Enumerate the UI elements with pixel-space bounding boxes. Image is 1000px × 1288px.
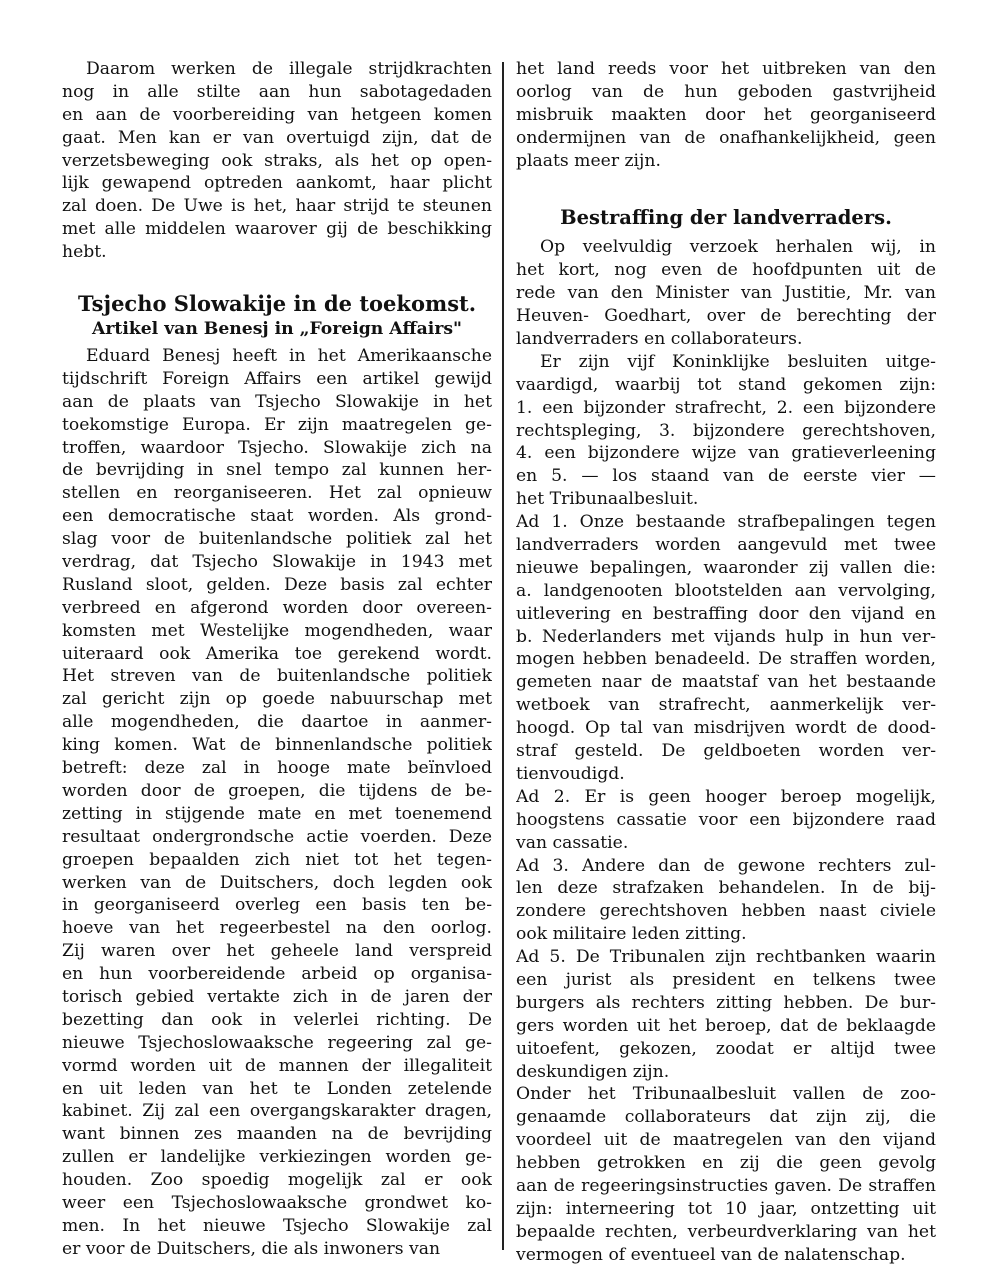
text-line: Ad 5. De Tribunalen zijn rechtbanken waarin [516,947,936,968]
text-line: vermogen of eventueel van de nalatenschap. [516,1244,906,1265]
text-line: zetting in stijgende mate en met toenemend [62,803,492,824]
text-line: rechtspleging, 3. bijzondere gerechtshoven, [516,420,936,441]
text-line: Daarom werken de illegale strijdkrachten [86,59,492,79]
text-line: kabinet. Zij zal een overgangskarakter dragen, [62,1101,492,1122]
text-line: nieuwe Tsjechoslowaaksche regeering zal ge- [62,1032,492,1053]
text-line: len deze strafzaken behandelen. In de bij- [516,878,936,899]
text-line: Heuven- Goedhart, over de berechting der [516,306,936,327]
text-line: uitoefent, gekozen, zoodat er altijd twee [516,1038,936,1059]
text-line: vaardigd, waarbij tot stand gekomen zijn: [516,374,936,395]
text-line: weer een Tsjechoslowaaksche grondwet ko- [62,1192,492,1213]
text-line: een jurist als president en telkens twee [516,969,936,990]
text-line: mogen hebben benadeeld. De straffen worden, [516,649,936,670]
text-line: Het streven van de buitenlandsche politiek [62,666,492,687]
text-line: en uit leden van het te Londen zetelende [62,1078,492,1099]
text-line: aan de plaats van Tsjecho Slowakije in het [62,391,492,412]
text-line: landverraders en collaborateurs. [516,329,803,350]
text-line: en hun voorbereidende arbeid op organisa- [62,964,492,985]
text-line: tienvoudigd. [516,763,625,784]
text-line: alle mogendheden, die daartoe in aanmer- [62,712,492,733]
text-line: king komen. Wat de binnenlandsche politiek [62,735,492,756]
text-line: Ad 2. Er is geen hooger beroep mogelijk, [516,786,936,807]
text-line: verzetsbeweging ook straks, als het op open- [62,150,492,171]
text-line: werken van de Duitschers, doch legden ook [62,872,492,893]
text-line: Eduard Benesj heeft in het Amerikaansche [86,346,492,367]
text-line: plaats meer zijn. [516,150,661,171]
text-line: uiteraard ook Amerika toe gerekend wordt. [62,643,492,664]
text-line: stellen en reorganiseeren. Het zal opnieuw [62,483,492,504]
text-line: zullen er landelijke verkiezingen worden ge- [62,1147,492,1168]
text-line: betreft: deze zal in hooge mate beïnvloed [62,758,492,779]
text-line: ook militaire leden zitting. [516,924,747,945]
text-line: gaat. Men kan er van overtuigd zijn, dat de [62,127,492,148]
text-line: misbruik maakten door het georganiseerd [516,104,936,125]
left-article-body [62,345,492,1261]
text-line: Onder het Tribunaalbesluit vallen de zoo- [516,1084,936,1105]
text-line: zondere gerechtshoven hebben naast civiele [516,901,936,922]
text-line: hoogstens cassatie voor een bijzondere raad [516,809,936,830]
article-heading-tsjecho-slowakije: Tsjecho Slowakije in de toekomst. [77,291,477,317]
text-line: hoogd. Op tal van misdrijven wordt de dood- [516,718,936,739]
text-line: uitlevering en bestraffing door den vijand en [516,603,936,624]
text-line: nog in alle stilte aan hun sabotagedaden [62,81,492,102]
text-line: in georganiseerd overleg een basis ten be- [62,895,492,916]
text-line: worden door de groepen, die tijdens de be- [62,780,492,801]
right-column [516,58,936,1267]
text-line: bezetting dan ook in velerlei richting. De [62,1009,492,1030]
text-line: ondermijnen van de onafhankelijkheid, geen [516,127,936,148]
text-line: deskundigen zijn. [516,1061,670,1082]
text-line: a. landgenooten blootstelden aan vervolging, [516,580,936,601]
text-line: 1. een bijzonder strafrecht, 2. een bijzondere [516,397,936,418]
text-line: het Tribunaalbesluit. [516,489,699,510]
text-line: rede van den Minister van Justitie, Mr. van [516,283,936,304]
text-line: toekomstige Europa. Er zijn maatregelen ge- [62,414,492,435]
text-line: want binnen zes maanden na de bevrijding [62,1124,492,1145]
text-line: groepen bepaalden zich niet tot het tegen- [62,849,492,870]
article-heading-bestraffing: Bestraffing der landverraders. [560,206,892,230]
text-line: zijn: interneering tot 10 jaar, ontzetting uit [516,1198,936,1219]
text-line: troffen, waardoor Tsjecho. Slowakije zich na [62,437,492,458]
text-line: Ad 1. Onze bestaande strafbepalingen tegen [516,512,936,533]
text-line: de bevrijding in snel tempo zal kunnen her- [62,460,492,481]
text-line: komsten met Westelijke mogendheden, waar [62,620,492,641]
left-intro-paragraph [62,58,492,264]
text-line: Zij waren over het geheele land verspreid [62,941,492,962]
text-line: nieuwe bepalingen, waaronder zij vallen die: [516,557,936,578]
text-line: genaamde collaborateurs dat zijn zij, die [516,1107,936,1128]
text-line: Rusland sloot, gelden. Deze basis zal echter [62,574,492,595]
text-line: gemeten naar de maatstaf van het bestaande [516,672,936,693]
text-line: hebt. [62,242,107,263]
text-line: zal doen. De Uwe is het, haar strijd te steunen [62,196,492,217]
text-line: bepaalde rechten, verbeurdverklaring van het [516,1221,936,1242]
text-line: zal gericht zijn op goede nabuurschap met [62,689,492,710]
text-line: en 5. — los staand van de eerste vier — [516,466,936,487]
text-line: Ad 3. Andere dan de gewone rechters zul- [516,855,936,876]
text-line: van cassatie. [516,832,629,853]
text-line: tijdschrift Foreign Affairs een artikel gewijd [62,368,492,389]
right-intro-paragraph [516,58,936,172]
text-line: aan de regeeringsinstructies gaven. De straffen [516,1175,936,1196]
right-article-body [516,236,936,1266]
text-line: torisch gebied vertakte zich in de jaren der [62,986,492,1007]
text-line: resultaat ondergrondsche actie voerden. Deze [62,826,492,847]
text-line: straf gesteld. De geldboeten worden ver- [516,741,936,762]
text-line: het kort, nog even de hoofdpunten uit de [516,260,936,281]
article-subheading-benesj: Artikel van Benesj in „Foreign Affairs" [91,319,463,340]
text-line: wetboek van strafrecht, aanmerkelijk ver- [516,695,936,716]
text-line: en aan de voorbereiding van hetgeen komen [62,104,492,125]
text-line: b. Nederlanders met vijands hulp in hun ver- [516,626,936,647]
text-line: hoeve van het regeerbestel na den oorlog. [62,918,492,939]
text-line: landverraders worden aangevuld met twee [516,535,936,556]
text-line: Op veelvuldig verzoek herhalen wij, in [540,237,936,258]
text-line: met alle middelen waarover gij de beschikking [62,219,492,240]
text-line: houden. Zoo spoedig mogelijk zal er ook [62,1170,492,1191]
text-line: oorlog van de hun geboden gastvrijheid [516,81,936,102]
text-line: burgers als rechters zitting hebben. De bur- [516,992,936,1013]
text-line: lijk gewapend optreden aankomt, haar plicht [62,173,492,194]
column-divider [502,62,504,1250]
text-line: verdrag, dat Tsjecho Slowakije in 1943 met [62,552,492,573]
text-line: Er zijn vijf Koninklijke besluiten uitge- [540,351,936,372]
text-line: er voor de Duitschers, die als inwoners van [62,1238,441,1259]
text-line: verbreed en afgerond worden door overeen- [62,597,492,618]
text-line: hebben getrokken en zij die geen gevolg [516,1153,936,1174]
text-line: een democratische staat worden. Als grond- [62,506,492,527]
text-line: 4. een bijzondere wijze van gratieverleening [516,443,936,464]
text-line: vormd worden uit de mannen der illegaliteit [62,1055,492,1076]
left-column [62,58,492,1261]
text-line: slag voor de buitenlandsche politiek zal het [62,529,492,550]
text-line: men. In het nieuwe Tsjecho Slowakije zal [62,1215,492,1236]
text-line: het land reeds voor het uitbreken van den [516,59,936,79]
text-line: gers worden uit het beroep, dat de beklaagde [516,1015,936,1036]
text-line: voordeel uit de maatregelen van den vijand [516,1130,936,1151]
